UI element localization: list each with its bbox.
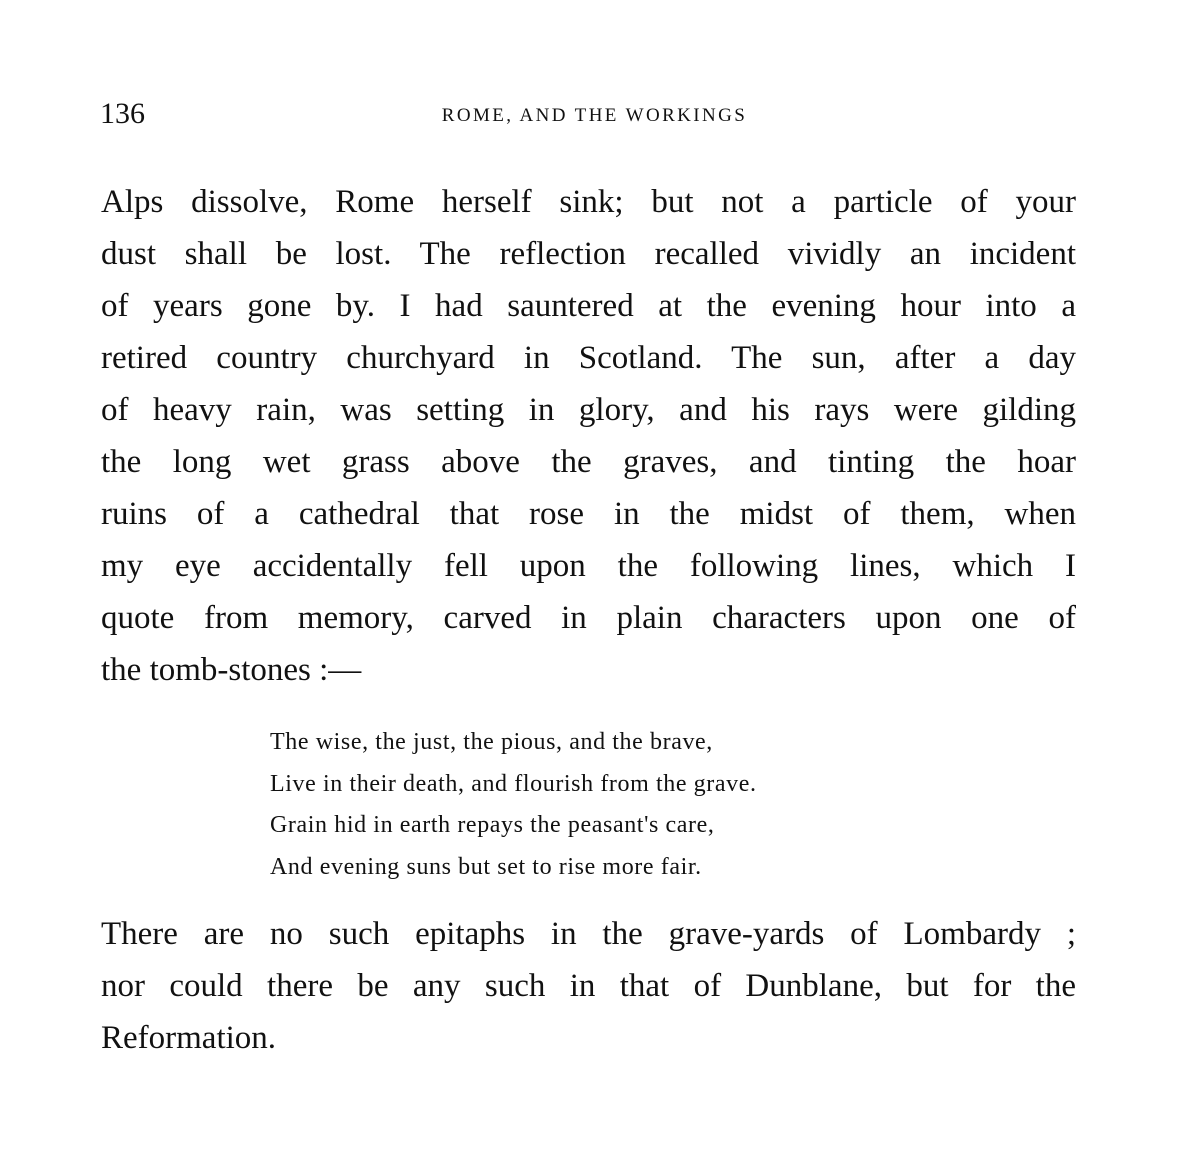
- running-title: ROME, AND THE WORKINGS: [441, 105, 748, 126]
- text-line: the long wet grass above the graves, and tinting the hoar: [101, 444, 1076, 480]
- text-line: nor could there be any such in that of Dunblane, but for the: [101, 968, 1076, 1004]
- text-line: Reformation.: [101, 1020, 277, 1056]
- verse-line: And evening suns but set to rise more fair.: [270, 853, 702, 880]
- verse-line: The wise, the just, the pious, and the brave,: [270, 729, 713, 755]
- body-paragraph: [101, 908, 1076, 1064]
- text-line: dust shall be lost. The reflection recalled vividly an incident: [101, 236, 1076, 272]
- text-line: the tomb-stones :—: [101, 652, 362, 688]
- text-line: Alps dissolve, Rome herself sink; but not a particle of your: [101, 184, 1076, 220]
- text-line: of heavy rain, was setting in glory, and his rays were gilding: [101, 392, 1076, 428]
- text-line: of years gone by. I had sauntered at the evening hour into a: [101, 288, 1076, 324]
- text-line: ruins of a cathedral that rose in the midst of them, when: [101, 496, 1076, 532]
- text-line: my eye accidentally fell upon the following lines, which I: [101, 548, 1076, 584]
- verse-line: Grain hid in earth repays the peasant's care,: [270, 812, 715, 838]
- page-number: 136: [100, 97, 145, 130]
- verse-line: Live in their death, and flourish from the grave.: [270, 770, 757, 797]
- body-paragraph: [101, 176, 1076, 696]
- text-line: There are no such epitaphs in the grave-yards of Lombardy ;: [101, 916, 1076, 952]
- epitaph-verse: [270, 722, 950, 888]
- text-line: retired country churchyard in Scotland. The sun, after a day: [101, 340, 1076, 376]
- text-line: quote from memory, carved in plain characters upon one of: [101, 600, 1076, 636]
